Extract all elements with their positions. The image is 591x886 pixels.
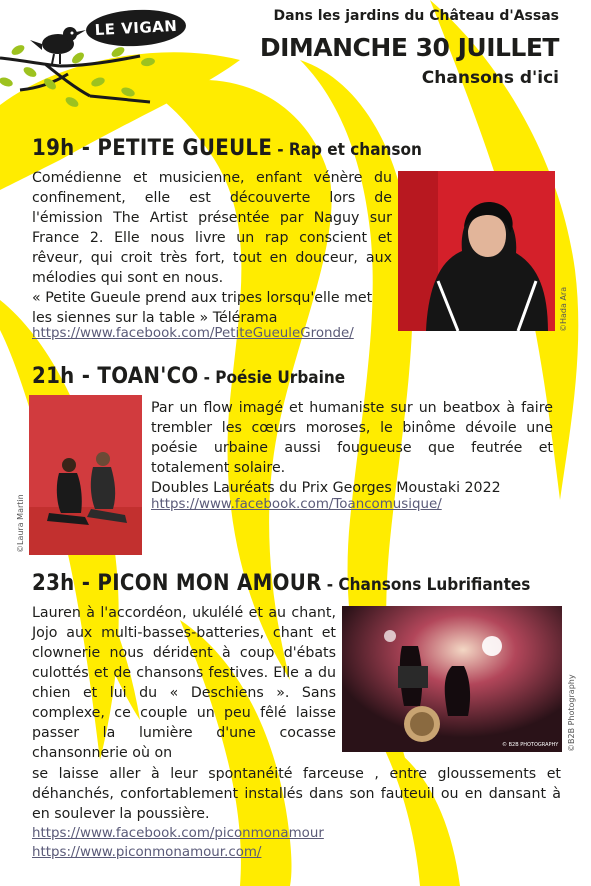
act-2-description: Par un flow imagé et humaniste sur un beatbox à faire trembler les cœurs moroses, le binôme dévoile une poésie urbaine aussi fougueuse que feutrée et totalement solaire.: [151, 400, 553, 476]
act-3-photo-watermark: © B2B PHOTOGRAPHY: [502, 742, 559, 748]
act-1-description: Comédienne et musicienne, enfant vénère du confinement, elle est découverte lors de l'émission The Artist présentée par Naguy sur France 2. Elle nous livre un rap conscient et rêveur, qui croit très fort, tout en douceur, aux mélodies qui sont en nous.: [32, 170, 392, 286]
act-1-genre: - Rap et chanson: [277, 140, 422, 160]
location-badge-text: LE VIGAN: [94, 16, 178, 40]
act-1-quote: « Petite Gueule prend aux tripes lorsqu'elle met les siennes sur la table » Télérama: [32, 290, 373, 326]
act-2-award: Doubles Lauréats du Prix Georges Moustaki 2022: [151, 480, 501, 496]
act-1-title: 19h - PETITE GUEULE: [32, 136, 273, 161]
act-1-photo-credit: ©Hada Ara: [559, 286, 568, 332]
act-3-link-website[interactable]: https://www.piconmonamour.com/: [32, 845, 262, 860]
act-3-photo: [342, 606, 562, 752]
event-date: DIMANCHE 30 JUILLET: [259, 33, 559, 62]
act-3-description-full: se laisse aller à leur spontanéité farceuse , entre gloussements et déhanchés, confortablement installés dans son fauteuil ou en dansant à en soulever la poussière.: [32, 766, 561, 822]
act-3-heading: [32, 571, 530, 596]
act-3-description-wrapped: Lauren à l'accordéon, ukulélé et au chant, Jojo aux multi-basses-batteries, chant et clownerie nous dérident à coup d'ébats culottés et de chansons festives. Elle a du chien et lui du « Deschiens ». Sans complexe, ce couple un peu fêlé laisse passer la lumière d'une cocasse chansonnerie où on: [32, 605, 336, 761]
act-3-photo-credit: ©B2B Photography: [567, 674, 576, 752]
act-3-genre: - Chansons Lubrifiantes: [326, 575, 531, 595]
act-2-link[interactable]: https://www.facebook.com/Toancomusique/: [151, 497, 442, 512]
act-2-title: 21h - TOAN'CO: [32, 364, 199, 389]
act-1-photo: [398, 171, 555, 331]
act-2-description-block: [151, 398, 553, 498]
venue-text: Dans les jardins du Château d'Assas: [273, 8, 559, 24]
act-2-genre: - Poésie Urbaine: [203, 368, 346, 388]
act-1-link[interactable]: https://www.facebook.com/PetiteGueuleGronde/: [32, 326, 354, 341]
act-3-link-facebook[interactable]: https://www.facebook.com/piconmonamour: [32, 826, 324, 841]
act-1-heading: [32, 136, 422, 161]
act-2-heading: [32, 364, 345, 389]
act-1-description-block: [32, 168, 392, 328]
act-2-photo: [29, 395, 142, 555]
act-2-photo-credit: ©Laura Martin: [16, 494, 25, 553]
act-3-title: 23h - PICON MON AMOUR: [32, 571, 322, 596]
event-theme: Chansons d'ici: [421, 68, 559, 88]
